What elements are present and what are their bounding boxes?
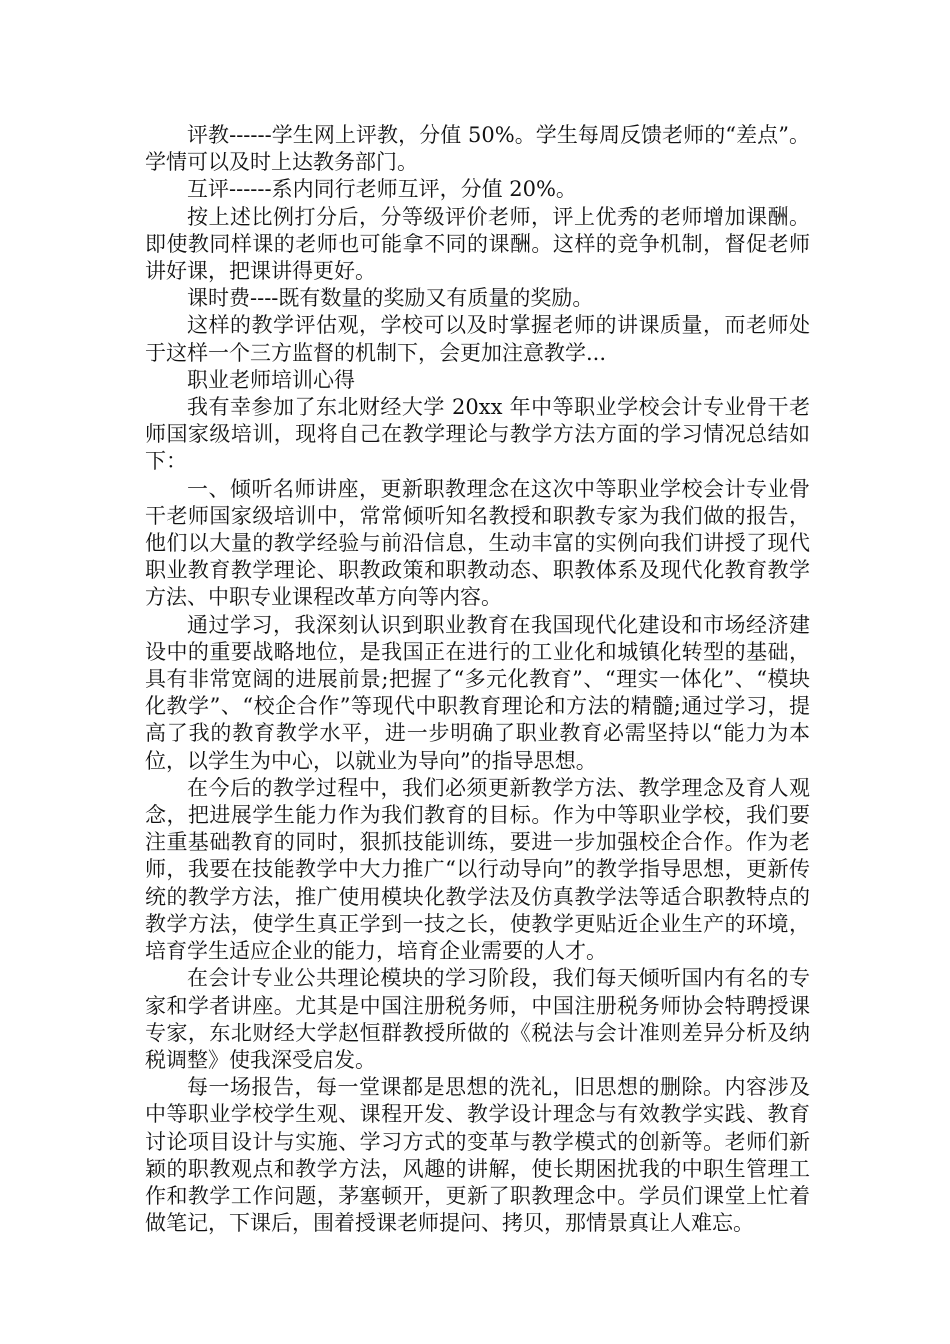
paragraph-peer-evaluation: 互评------系内同行老师互评，分值 20%。 [187,177,577,202]
paragraph-learning: 通过学习，我深刻认识到职业教育在我国现代化建设和市场经济建设中的重要战略地位，是我国正在进行的工业化和城镇化转型的基础，具有非常宽阔的进展前景;把握了“多元化教育”、“理实一体化”、“模块化教学”、“校企合作”等现代中职教育理论和方法的精髓;通过学习，提高了我的教育教学水平，进一步明确了职业教育必需坚持以“能力为本位，以学生为中心，以就业为导向”的指导思想。 [145,612,810,773]
document-page [145,122,810,1237]
paragraph-reports: 每一场报告，每一堂课都是思想的洗礼，旧思想的删除。内容涉及中等职业学校学生观、课程开发、教学设计理念与有效教学实践、教育讨论项目设计与实施、学习方式的变革与教学模式的创新等。老师们新颖的职教观点和教学方法，风趣的讲解，使长期困扰我的中职生管理工作和教学工作问题，茅塞顿开，更新了职教理念中。学员们课堂上忙着做笔记，下课后，围着授课老师提问、拷贝，那情景真让人难忘。 [145,1075,810,1236]
paragraph-class-fee: 课时费----既有数量的奖励又有质量的奖励。 [187,286,594,311]
paragraph-lectures: 一、倾听名师讲座，更新职教理念在这次中等职业学校会计专业骨干老师国家级培训中，常常倾听知名教授和职教专家为我们做的报告，他们以大量的教学经验与前沿信息，生动丰富的实例向我们讲授了现代职业教育教学理论、职教政策和职教动态、职教体系及现代化教育教学方法、中职专业课程改革方向等内容。 [145,476,810,610]
paragraph-grading: 按上述比例打分后，分等级评价老师，评上优秀的老师增加课酬。即使教同样课的老师也可能拿不同的课酬。这样的竞争机制，督促老师讲好课，把课讲得更好。 [145,204,810,284]
paragraph-intro: 我有幸参加了东北财经大学 20xx 年中等职业学校会计专业骨干老师国家级培训，现将自己在教学理论与教学方法方面的学习情况总结如下： [145,395,810,474]
section-heading: 职业老师培训心得 [187,367,355,392]
paragraph-evaluation-view: 这样的教学评估观，学校可以及时掌握老师的讲课质量，而老师处于这样一个三方监督的机制下，会更加注意教学... [145,313,810,365]
paragraph-accounting-module: 在会计专业公共理论模块的学习阶段，我们每天倾听国内有名的专家和学者讲座。尤其是中国注册税务师，中国注册税务师协会特聘授课专家，东北财经大学赵恒群教授所做的《税法与会计准则差异分析及纳税调整》使我深受启发。 [145,966,810,1072]
paragraph-teaching-process: 在今后的教学过程中，我们必须更新教学方法、教学理念及育人观念，把进展学生能力作为我们教育的目标。作为中等职业学校，我们要注重基础教育的同时，狠抓技能训练，要进一步加强校企合作。作为老师，我要在技能教学中大力推广“以行动导向”的教学指导思想，更新传统的教学方法，推广使用模块化教学法及仿真教学法等适合职教特点的教学方法，使学生真正学到一技之长，使教学更贴近企业生产的环境，培育学生适应企业的能力，培育企业需要的人才。 [145,775,810,964]
paragraph-student-evaluation: 评教------学生网上评教，分值 50%。学生每周反馈老师的“差点”。学情可以及时上达教务部门。 [145,123,810,175]
